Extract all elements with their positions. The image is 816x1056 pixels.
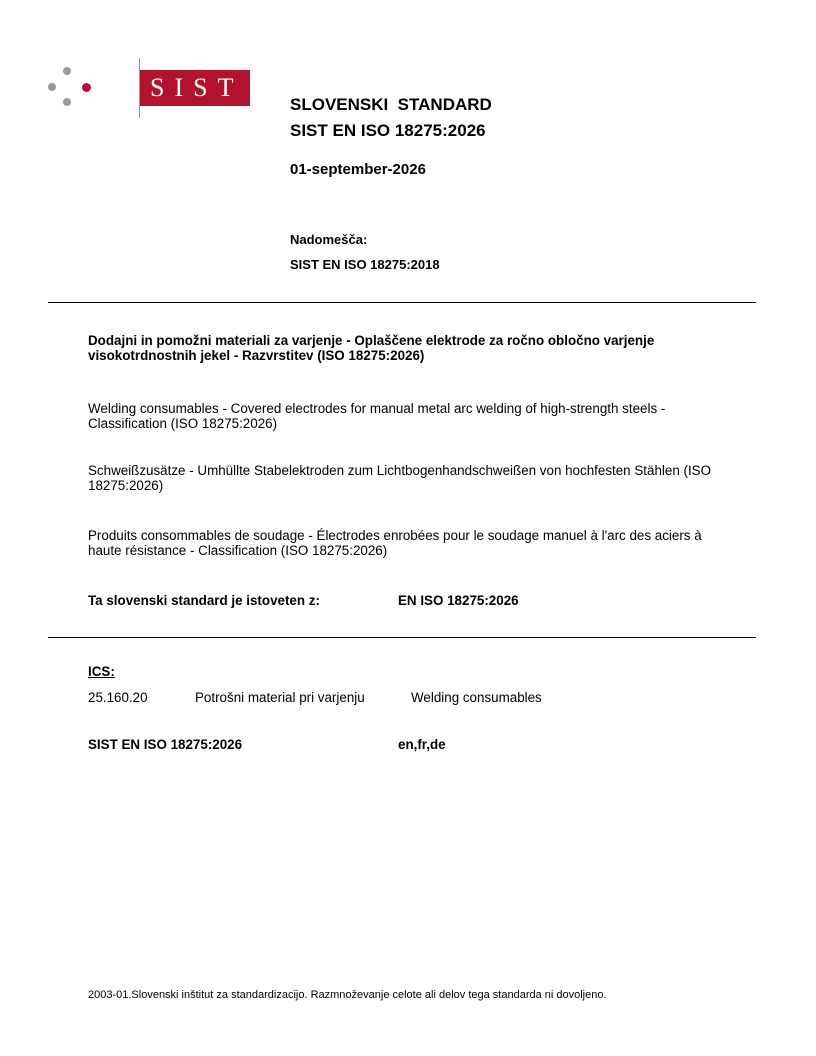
divider-bottom: [48, 637, 756, 638]
logo-dot-left: [48, 83, 56, 91]
ics-description-sl: Potrošni material pri varjenju: [195, 690, 365, 705]
title-slovenian: Dodajni in pomožni materiali za varjenje - Oplaščene elektrode za ročno obločno varjenje visokotrdnostnih jekel - Razvrstitev (ISO 18275:2026): [88, 333, 655, 363]
divider-top: [48, 302, 756, 303]
languages: en,fr,de: [398, 737, 446, 752]
standard-code: SIST EN ISO 18275:2026: [290, 121, 486, 140]
copyright-notice: 2003-01.Slovenski inštitut za standardizacijo. Razmnoževanje celote ali delov tega standarda ni dovoljeno.: [88, 989, 607, 1001]
ics-description-en: Welding consumables: [411, 690, 542, 705]
replaces-value: SIST EN ISO 18275:2018: [290, 257, 440, 272]
title-german: Schweißzusätze - Umhüllte Stabelektroden zum Lichtbogenhandschweißen von hochfesten Stählen (ISO 18275:2026): [88, 463, 712, 493]
ics-label: ICS:: [88, 664, 115, 679]
title-french: Produits consommables de soudage - Électrodes enrobées pour le soudage manuel à l'arc des aciers à haute résistance - Classification (ISO 18275:2026): [88, 528, 702, 558]
document-code: SIST EN ISO 18275:2026: [88, 737, 243, 752]
title-english: Welding consumables - Covered electrodes for manual metal arc welding of high-strength steels - Classification (ISO 18275:2026): [88, 401, 666, 431]
identical-label: Ta slovenski standard je istoveten z:: [88, 593, 320, 608]
standard-type: SLOVENSKI STANDARD: [290, 95, 492, 114]
identical-value: EN ISO 18275:2026: [398, 593, 519, 608]
sist-logo: [46, 58, 244, 118]
logo-dot-bottom: [63, 98, 71, 106]
ics-code: 25.160.20: [88, 690, 148, 705]
logo-wordmark: SIST: [140, 70, 250, 106]
publication-date: 01-september-2026: [290, 161, 426, 178]
replaces-label: Nadomešča:: [290, 232, 368, 247]
logo-dot-top: [63, 67, 71, 75]
logo-dot-right: [82, 83, 91, 92]
